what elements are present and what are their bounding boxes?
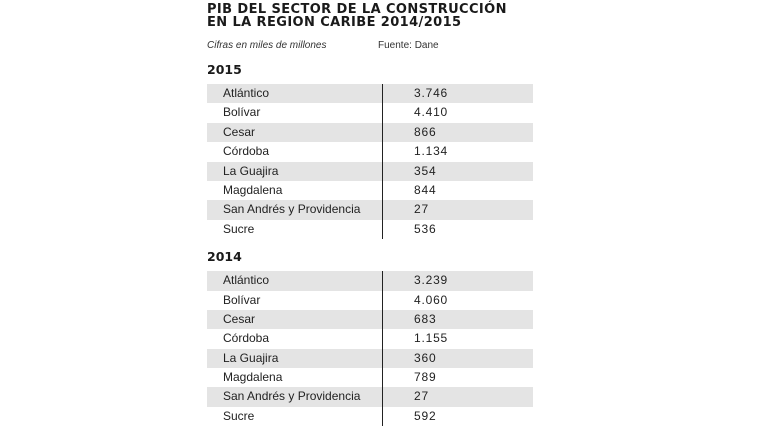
gdp-value: 844: [414, 182, 437, 197]
section-2014: [207, 249, 537, 426]
column-divider: [382, 271, 383, 426]
gdp-value: 866: [414, 124, 437, 139]
region-name: Magdalena: [223, 370, 283, 385]
region-name: Sucre: [223, 221, 255, 236]
region-name: Atlántico: [223, 86, 270, 100]
chart-title: PIB DEL SECTOR DE LA CONSTRUCCIÓN EN LA REGION CARIBE 2014/2015: [207, 2, 507, 30]
table-row: [207, 407, 533, 426]
subtitle-row: [207, 40, 537, 54]
region-name: La Guajira: [223, 163, 279, 178]
table-row: [207, 349, 533, 368]
table-row: [207, 329, 533, 348]
table-row: [207, 220, 533, 239]
table-row: [207, 162, 533, 181]
region-name: La Guajira: [223, 350, 279, 365]
region-name: Cesar: [223, 311, 256, 326]
data-table: [207, 84, 533, 239]
gdp-value: 3.746: [414, 86, 449, 100]
gdp-value: 27: [414, 389, 429, 404]
region-name: San Andrés y Providencia: [223, 389, 361, 404]
gdp-value: 1.155: [414, 331, 449, 346]
table-row: [207, 84, 533, 103]
region-name: Atlántico: [223, 273, 270, 288]
gdp-value: 536: [414, 221, 437, 236]
gdp-value: 4.060: [414, 292, 449, 307]
region-name: San Andrés y Providencia: [223, 202, 361, 217]
region-name: Sucre: [223, 408, 255, 423]
gdp-value: 360: [414, 350, 437, 365]
region-name: Cesar: [223, 124, 256, 139]
column-divider: [382, 84, 383, 239]
chart-panel: [207, 0, 537, 426]
section-year-title: 2015: [207, 62, 242, 77]
gdp-value: 3.239: [414, 273, 449, 288]
region-name: Magdalena: [223, 182, 283, 197]
table-row: [207, 181, 533, 200]
gdp-value: 683: [414, 311, 437, 326]
data-table: [207, 271, 533, 426]
table-row: [207, 142, 533, 161]
gdp-value: 789: [414, 370, 437, 385]
table-row: [207, 387, 533, 406]
gdp-value: 1.134: [414, 144, 449, 159]
section-year-title: 2014: [207, 249, 242, 265]
gdp-value: 354: [414, 163, 437, 178]
table-row: [207, 291, 533, 310]
table-row: [207, 310, 533, 329]
gdp-value: 27: [414, 202, 429, 217]
section-2015: [207, 62, 537, 239]
table-row: [207, 200, 533, 219]
table-row: [207, 103, 533, 122]
region-name: Córdoba: [223, 144, 270, 159]
gdp-value: 592: [414, 408, 437, 423]
gdp-value: 4.410: [414, 105, 449, 120]
region-name: Bolívar: [223, 105, 261, 120]
units-note: Cifras en miles de millones: [207, 40, 327, 51]
region-name: Córdoba: [223, 331, 270, 346]
source-note: Fuente: Dane: [378, 40, 439, 51]
table-row: [207, 271, 533, 290]
region-name: Bolívar: [223, 292, 261, 307]
table-row: [207, 123, 533, 142]
table-row: [207, 368, 533, 387]
